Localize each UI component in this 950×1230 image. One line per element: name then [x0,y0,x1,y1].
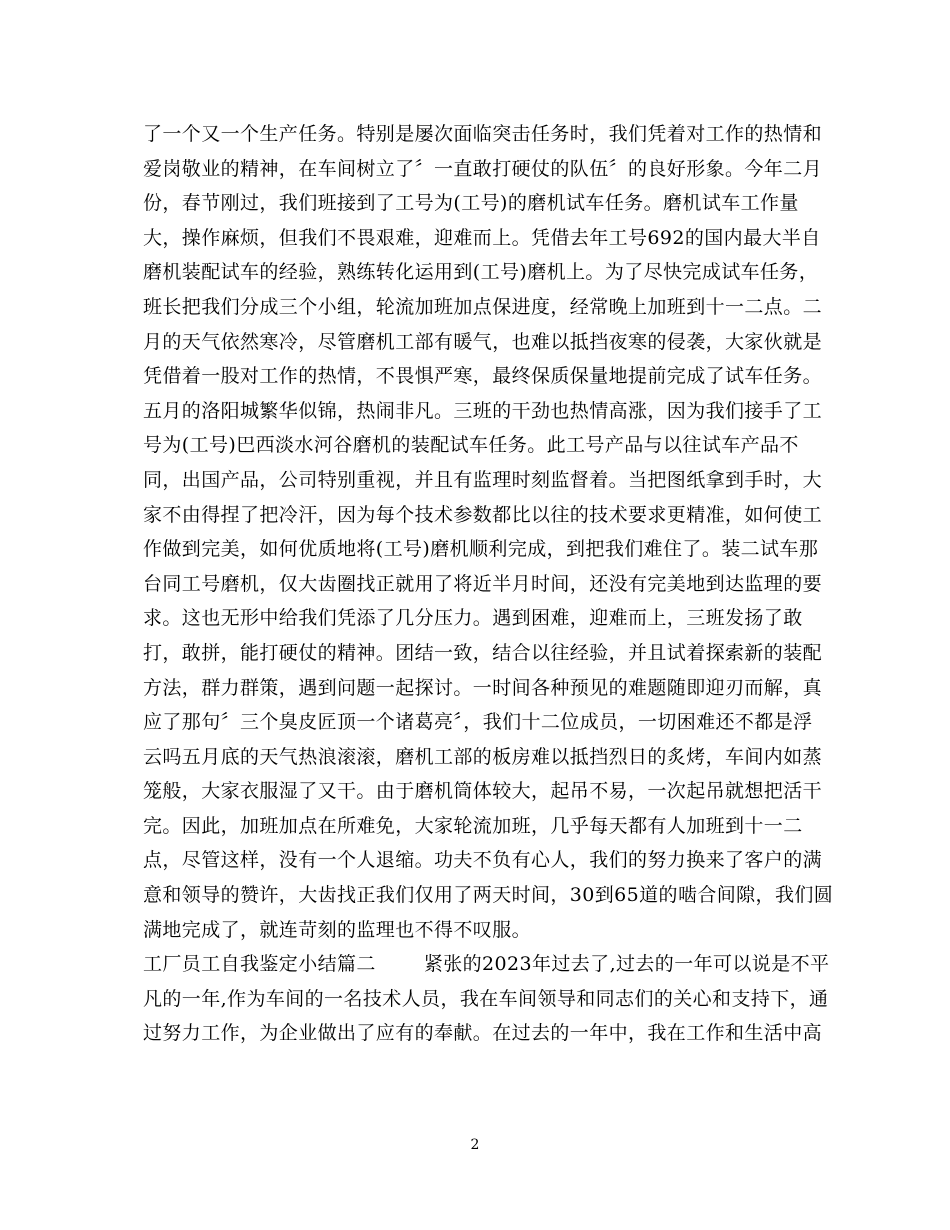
text-line: 五月的洛阳城繁华似锦，热闹非凡。三班的干劲也热情高涨，因为我们接手了工 [143,399,823,422]
text-line: 应了那句〞三个臭皮匠顶一个诸葛亮〞，我们十二位成员，一切困难还不都是浮 [143,711,813,734]
text-line: 点，尽管这样，没有一个人退缩。功夫不负有心人，我们的努力换来了客户的满 [143,849,823,872]
text-line: 云吗五月底的天气热浪滚滚，磨机工部的板房难以抵挡烈日的炙烤，车间内如蒸 [143,745,823,768]
section-text-line: 紧张的2023年过去了,过去的一年可以说是不平 [423,953,830,976]
text-line: 同，出国产品，公司特别重视，并且有监理时刻监督着。当把图纸拿到手时，大 [143,468,823,491]
text-line: 笼般，大家衣服湿了又干。由于磨机筒体较大，起吊不易，一次起吊就想把活干 [143,780,823,803]
text-line: 大，操作麻烦，但我们不畏艰难，迎难而上。凭借去年工号692的国内最大半自 [143,226,821,249]
text-line: 意和领导的赞许，大齿找正我们仅用了两天时间，30到65道的啮合间隙，我们圆 [143,884,834,907]
text-line: 了一个又一个生产任务。特别是屡次面临突击任务时，我们凭着对工作的热情和 [143,123,823,145]
text-line: 作做到完美，如何优质地将(工号)磨机顺利完成，到把我们难住了。装二试车那 [143,538,819,561]
section-title: 工厂员工自我鉴定小结篇二 [143,953,376,976]
text-line: 台同工号磨机，仅大齿圈找正就用了将近半月时间，还没有完美地到达监理的要 [143,572,823,595]
section-text-line: 凡的一年,作为车间的一名技术人员，我在车间领导和同志们的关心和支持下，通 [143,987,829,1010]
page-number: 2 [470,1137,480,1153]
section-text-line: 过努力工作，为企业做出了应有的奉献。在过去的一年中，我在工作和生活中高 [143,1022,823,1045]
text-line: 磨机装配试车的经验，熟练转化运用到(工号)磨机上。为了尽快完成试车任务， [143,261,819,284]
text-line: 号为(工号)巴西淡水河谷磨机的装配试车任务。此工号产品与以往试车产品不 [143,434,799,457]
section-heading-line [143,947,830,982]
text-line: 完。因此，加班加点在所难免，大家轮流加班，几乎每天都有人加班到十一二 [143,814,803,837]
text-line: 爱岗敬业的精神，在车间树立了〞一直敢打硬仗的队伍〞的良好形象。今年二月 [143,157,823,180]
text-line: 家不由得捏了把冷汗，因为每个技术参数都比以往的技术要求更精准，如何使工 [143,503,823,526]
text-line: 打，敢拼，能打硬仗的精神。团结一致，结合以往经验，并且试着探索新的装配 [143,641,823,664]
text-line: 满地完成了，就连苛刻的监理也不得不叹服。 [143,918,532,941]
text-line: 班长把我们分成三个小组，轮流加班加点保进度，经常晚上加班到十一二点。二 [143,295,823,318]
text-line: 方法，群力群策，遇到问题一起探讨。一时间各种预见的难题随即迎刃而解，真 [143,676,823,699]
text-line: 求。这也无形中给我们凭添了几分压力。遇到困难，迎难而上，三班发扬了敢 [143,607,803,630]
text-line: 份，春节刚过，我们班接到了工号为(工号)的磨机试车任务。磨机试车工作量 [143,192,799,215]
text-line: 凭借着一股对工作的热情，不畏惧严寒，最终保质保量地提前完成了试车任务。 [143,365,823,388]
document-body [143,117,834,1051]
text-line: 月的天气依然寒冷，尽管磨机工部有暖气，也难以抵挡夜寒的侵袭，大家伙就是 [143,330,823,353]
